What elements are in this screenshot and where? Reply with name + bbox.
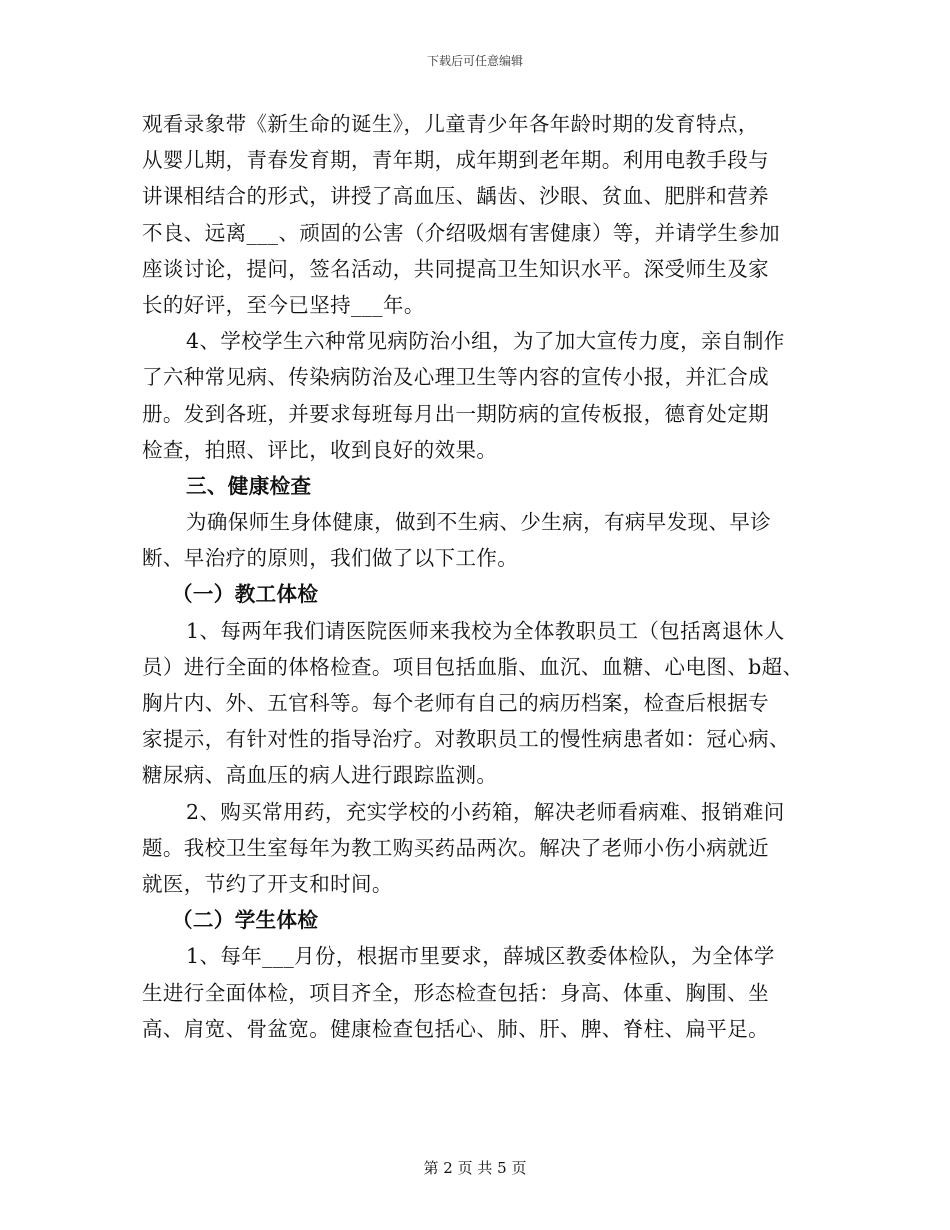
subsection-heading-student-checkup: （二）学生体检: [172, 908, 319, 933]
text-line: 断、早治疗的原则，我们做了以下工作。: [142, 546, 519, 571]
paragraph-start-line: 4、学校学生六种常见病防治小组，为了加大宣传力度，亲自制作: [186, 329, 785, 354]
text-line: 长的好评，至今已坚持___年。: [142, 292, 425, 317]
text-line: 讲课相结合的形式，讲授了高血压、龋齿、沙眼、贫血、肥胖和营养: [142, 184, 769, 209]
text-line: 题。我校卫生室每年为教工购买药品两次。解决了老师小伤小病就近: [142, 835, 769, 860]
text-line: 员）进行全面的体格检查。项目包括血脂、血沉、血糖、心电图、b超、: [142, 654, 804, 679]
page-header: 下载后可任意编辑: [426, 54, 523, 68]
text-line: 了六种常见病、传染病防治及心理卫生等内容的宣传小报，并汇合成: [142, 365, 769, 390]
subsection-heading-staff-checkup: （一）教工体检: [172, 582, 319, 607]
paragraph-start-line: 为确保师生身体健康，做到不生病、少生病，有病早发现、早诊: [186, 510, 772, 535]
text-line: 胸片内、外、五官科等。每个老师有自己的病历档案，检查后根据专: [142, 691, 769, 715]
text-line: 座谈讨论，提问，签名活动，共同提高卫生知识水平。深受师生及家: [142, 256, 769, 281]
text-line: 糖尿病、高血压的病人进行跟踪监测。: [142, 763, 498, 788]
paragraph-start-line: 1、每两年我们请医院医师来我校为全体教职员工（包括离退休人: [186, 618, 785, 643]
text-line: 家提示，有针对性的指导治疗。对教职员工的慢性病患者如：冠心病、: [142, 727, 790, 752]
paragraph-start-line: 1、每年___月份，根据市里要求，薛城区教委体检队，为全体学: [186, 944, 775, 969]
text-line: 生进行全面体检，项目齐全，形态检查包括：身高、体重、胸围、坐: [142, 980, 769, 1005]
section-heading-health-check: 三、健康检查: [186, 473, 312, 498]
text-line: 就医，节约了开支和时间。: [142, 871, 393, 896]
page-number-footer: 第 2 页 共 5 页: [423, 1159, 527, 1177]
text-line: 高、肩宽、骨盆宽。健康检查包括心、肺、肝、脾、脊柱、扁平足。: [142, 1016, 769, 1041]
text-line: 不良、远离___、顽固的公害（介绍吸烟有害健康）等，并请学生参加: [142, 220, 781, 245]
text-line: 检查，拍照、评比，收到良好的效果。: [142, 437, 498, 462]
text-line: 册。发到各班，并要求每班每月出一期防病的宣传板报，德育处定期: [142, 401, 769, 426]
paragraph-start-line: 2、购买常用药，充实学校的小药箱，解决老师看病难、报销难问: [186, 799, 785, 824]
text-line: 观看录象带《新生命的诞生》，儿童青少年各年龄时期的发育特点，: [142, 112, 759, 136]
document-body: [142, 106, 824, 1047]
text-line: 从婴儿期，青春发育期，青年期，成年期到老年期。利用电教手段与: [142, 148, 769, 173]
